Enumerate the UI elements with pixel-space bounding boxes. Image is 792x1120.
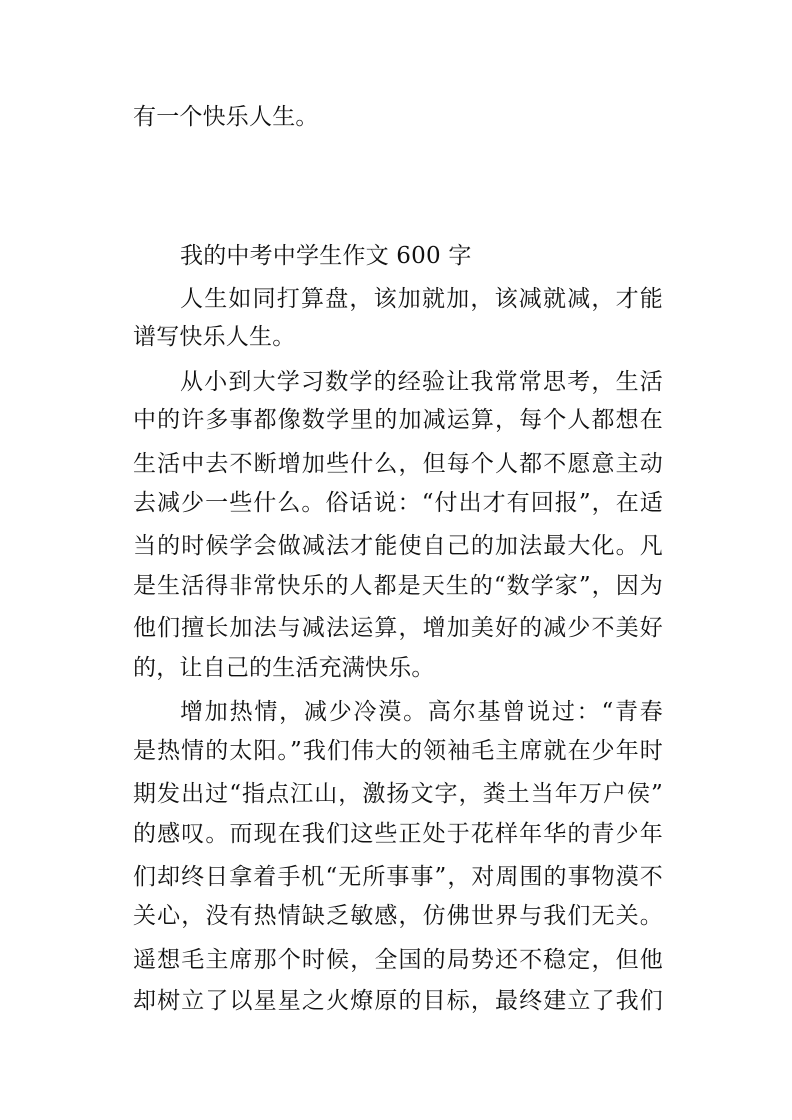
- paragraph-2-line-6: 是生活得非常快乐的人都是天生的“数学家”，因为: [133, 573, 663, 599]
- paragraph-3-line-1: 增加热情，减少冷漠。高尔基曾说过：“青春: [180, 699, 663, 725]
- paragraph-3-line-5: 们却终日拿着手机“无所事事”，对周围的事物漠不: [133, 864, 663, 890]
- paragraph-3-line-2: 是热情的太阳。”我们伟大的领袖毛主席就在少年时: [133, 738, 663, 764]
- paragraph-1-line-2: 谱写快乐人生。: [133, 324, 296, 350]
- paragraph-3-line-3: 期发出过“指点江山，激扬文字，粪土当年万户侯”: [133, 781, 663, 807]
- carryover-line: 有一个快乐人生。: [133, 104, 319, 130]
- paragraph-2-line-4: 去减少一些什么。俗话说：“付出才有回报”，在适: [133, 490, 663, 516]
- paragraph-2-line-8: 的，让自己的生活充满快乐。: [133, 655, 435, 681]
- paragraph-3-line-4: 的感叹。而现在我们这些正处于花样年华的青少年: [133, 821, 663, 847]
- paragraph-2-line-3: 生活中去不断增加些什么，但每个人都不愿意主动: [133, 451, 663, 477]
- paragraph-3-line-8: 却树立了以星星之火燎原的目标，最终建立了我们: [133, 988, 663, 1014]
- essay-title: 我的中考中学生作文 600 字: [180, 243, 472, 269]
- paragraph-3-line-7: 遥想毛主席那个时候，全国的局势还不稳定，但他: [133, 947, 663, 973]
- paragraph-2-line-1: 从小到大学习数学的经验让我常常思考，生活: [180, 369, 663, 395]
- paragraph-2-line-7: 他们擅长加法与减法运算，增加美好的减少不美好: [133, 615, 663, 641]
- paragraph-2-line-2: 中的许多事都像数学里的加减运算，每个人都想在: [133, 407, 663, 433]
- paragraph-1-line-1: 人生如同打算盘，该加就加，该减就减，才能: [180, 286, 663, 312]
- paragraph-3-line-6: 关心，没有热情缺乏敏感，仿佛世界与我们无关。: [133, 903, 663, 929]
- paragraph-2-line-5: 当的时候学会做减法才能使自己的加法最大化。凡: [133, 533, 663, 559]
